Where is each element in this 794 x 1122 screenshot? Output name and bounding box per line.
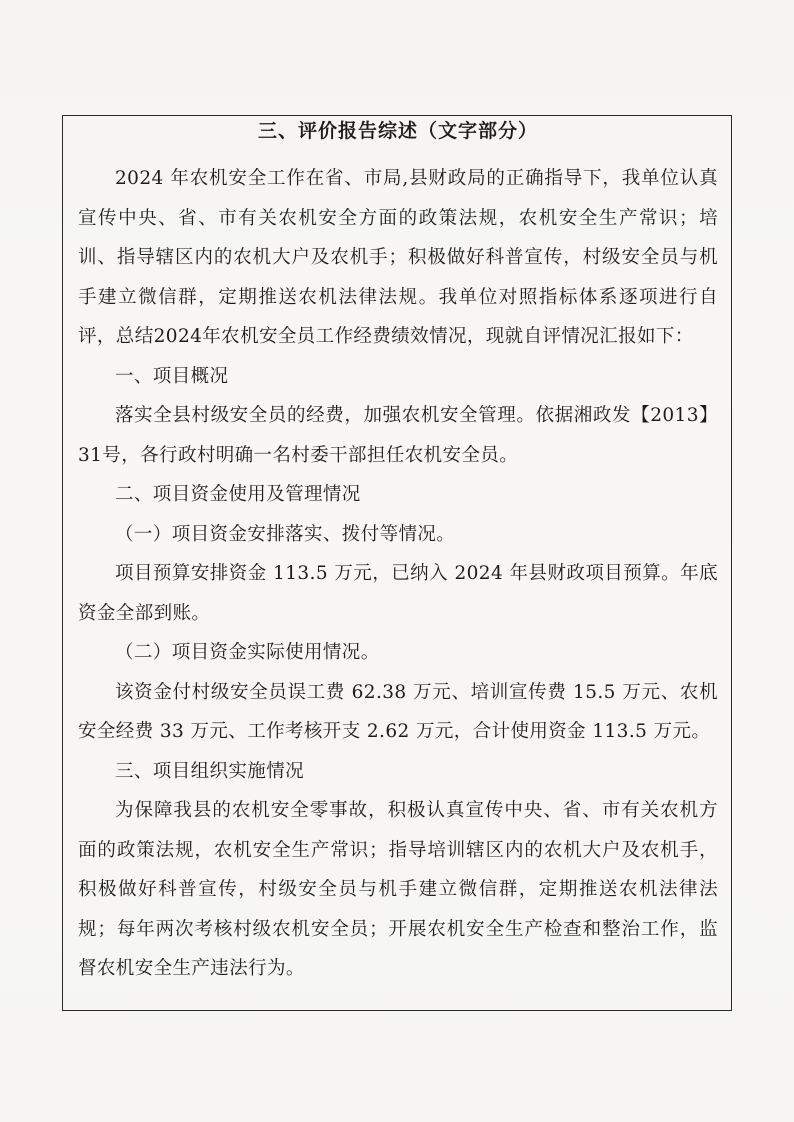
body-paragraph: 项目预算安排资金 113.5 万元，已纳入 2024 年县财政项目预算。年底资金全部到账。: [78, 563, 718, 624]
body-paragraph: 2024 年农机安全工作在省、市局,县财政局的正确指导下，我单位认真宣传中央、省、市有关农机安全方面的政策法规，农机安全生产常识；培训、指导辖区内的农机大户及农机手；积极做好科普宣传，村级安全员与机手建立微信群，定期推送农机法律法规。我单位对照指标体系逐项进行自评，总结2024年农机安全员工作经费绩效情况，现就自评情况汇报如下：: [78, 168, 718, 347]
report-title: 三、评价报告综述（文字部分）: [257, 120, 538, 142]
section-heading: （二）项目资金实际使用情况。: [115, 642, 380, 663]
body-paragraph: 该资金付村级安全员误工费 62.38 万元、培训宣传费 15.5 万元、农机安全经费 33 万元、工作考核开支 2.62 万元，合计使用资金 113.5 万元。: [78, 681, 718, 742]
section-heading: （一）项目资金安排落实、拨付等情况。: [115, 523, 456, 545]
report-content: [78, 117, 718, 989]
report-body: [78, 159, 718, 989]
section-heading: 一、项目概况: [115, 365, 229, 387]
section-heading: 二、项目资金使用及管理情况: [115, 484, 361, 505]
body-paragraph: 落实全县村级安全员的经费，加强农机安全管理。依据湘政发【2013】31号，各行政村明确一名村委干部担任农机安全员。: [78, 405, 718, 466]
body-paragraph: 为保障我县的农机安全零事故，积极认真宣传中央、省、市有关农机方面的政策法规，农机安全生产常识；指导培训辖区内的农机大户及农机手，积极做好科普宣传，村级安全员与机手建立微信群，定期推送农机法律法规；每年两次考核村级农机安全员；开展农机安全生产检查和整治工作，监督农机安全生产违法行为。: [78, 800, 718, 979]
section-heading: 三、项目组织实施情况: [115, 760, 305, 782]
